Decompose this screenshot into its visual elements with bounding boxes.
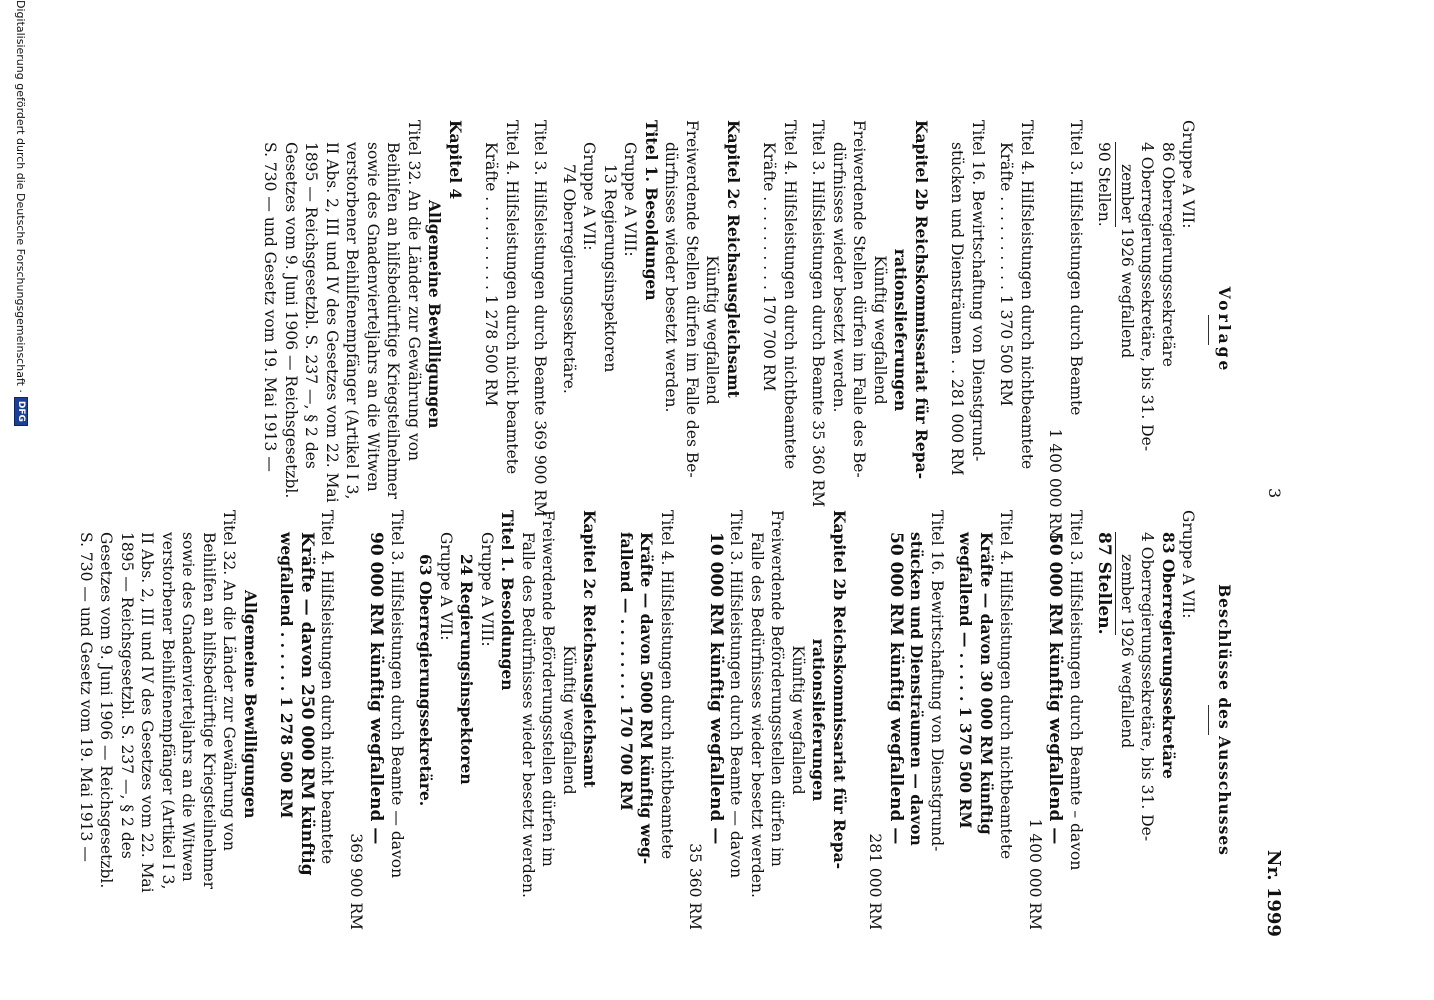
chapter-heading: Kapitel 2c Reichsausgleichsamt [580,510,600,788]
chapter-heading: Kapitel 2b Reichskommissariat für Repa- [912,120,931,480]
text-line: 50 000 RM künftig wegfallend — [1045,532,1066,845]
text-line: 1895 — Reichsgesetzbl. S. 237 —, § 2 des [302,142,321,469]
text-line: II Abs. 2, III und IV des Gesetzes vom 22. Mai [323,142,341,503]
text-line: dürfnisses wieder besetzt werden. [830,142,848,413]
text-line: Kräfte . . . . . . . . . . 1 278 500 RM [482,142,501,407]
dfg-logo: DFG [14,397,28,426]
section-heading: Allgemeine Bewilligungen [425,200,445,429]
chapter-heading: rationslieferungen [809,638,829,802]
text-line: Titel 3. Hilfsleistungen durch Beamte – davon [1067,510,1085,871]
text-line: Falle des Bedürfnisses wieder besetzt werden. [519,532,537,898]
amount: 369 900 RM [347,833,365,930]
text-line: Beihilfen an hilfsbedürftige Kriegsteilnehmer [200,532,218,890]
text-line: Titel 4. Hilfsleistungen durch nichtbeamtete [781,120,799,470]
text-line: Gruppe A VII: [437,532,455,641]
text-line: Titel 3. Hilfsleistungen durch Beamte [1067,120,1085,416]
amount: 1 400 000 RM [1046,428,1065,540]
heading-rule [1209,315,1210,345]
amount: 281 000 RM [866,833,885,930]
text-line: Freiwerdende Beförderungsstellen dürfen im [768,510,787,867]
text-line: 1895 — Reichsgesetzbl. S. 237 —, § 2 des [118,532,136,859]
text-line: Gesetzes vom 9. Juni 1906 — Reichsgesetzbl. [97,532,116,889]
text-line: Künftig wegfallend [789,645,807,795]
text-line: 86 Oberregierungssekretäre [1159,142,1177,367]
beschluesse-column [76,510,1235,930]
text-line: Titel 16. Bewirtschaftung von Dienstgrund- [928,510,946,852]
chapter-heading: rationslieferungen [891,248,911,412]
vorlage-column [260,120,1234,540]
text-line: 74 Oberregierungssekretäre. [560,164,578,394]
text-line: 87 Stellen. [1094,532,1115,635]
text-line: fallend — . . . . . . . . 170 700 RM [617,532,636,811]
text-line: Titel 32. An die Länder zur Gewährung von [405,120,423,462]
text-line: zember 1926 wegfallend [1118,554,1136,749]
text-line: Titel 3. Hilfsleistungen durch Beamte 35 360 RM [809,120,828,508]
chapter-heading: Kapitel 2b Reichskommissariat für Repa- [830,510,849,870]
digitization-footer [14,0,28,426]
text-line: Titel 16. Bewirtschaftung von Dienstgrund- [969,120,987,462]
section-heading: Allgemeine Bewilligungen [241,590,260,819]
text-line: Kräfte — davon 30 000 RM künftig [977,532,996,835]
text-line: 90 000 RM künftig wegfallend — [366,532,387,845]
text-line: Gruppe A VIII: [621,142,640,257]
text-line: Gruppe A VII: [1179,510,1198,619]
chapter-heading: Kapitel 2c Reichsausgleichsamt [724,120,743,398]
text-line: 13 Regierungsinspektoren [601,164,619,373]
amount: 1 400 000 RM [1026,818,1044,930]
text-line: Titel 1. Besoldungen [642,120,661,301]
text-line: Kräfte . . . . . . . . . . 1 370 500 RM [997,142,1016,407]
chapter-heading: Kapitel 4 [446,120,465,200]
text-line: zember 1926 wegfallend [1118,164,1136,359]
text-line: Kräfte — davon 250 000 RM künftig [297,532,317,876]
text-line: sowie des Gnadenvierteljahrs an die Witwen [364,142,382,492]
text-line: Gruppe A VII: [1179,120,1198,229]
text-line: verstorbener Beihilfenempfänger (Artikel I 3, [343,142,362,500]
text-line: Gesetzes vom 9. Juni 1906 — Reichsgesetzbl. [282,142,300,499]
document-number: Nr. 1999 [1263,850,1284,937]
text-line: dürfnisses wieder besetzt werden. [662,142,681,413]
text-line: 4 Oberregierungssekretäre, bis 31. De- [1138,532,1157,842]
text-line: S. 730 — und Gesetz vom 19. Mai 1913 — [261,142,280,472]
text-line: Titel 32. An die Länder zur Gewährung von [220,510,239,852]
text-line: Titel 4. Hilfsleistungen durch nicht beamtete [503,120,521,475]
text-line: Freiwerdende Beförderungsstellen dürfen im [539,510,558,867]
text-line: II Abs. 2, III und IV des Gesetzes vom 22. Mai [138,532,157,893]
text-line: Freiwerdende Stellen dürfen im Falle des Be- [850,120,869,478]
text-line: wegfallend — . . . . . 1 370 500 RM [956,532,976,829]
text-line: Titel 4. Hilfsleistungen durch nicht beamtete [318,510,337,865]
text-line: verstorbener Beihilfenempfänger (Artikel I 3, [159,532,177,890]
text-line: 83 Oberregierungssekretäre [1159,532,1178,779]
text-line: sowie des Gnadenvierteljahrs an die Witwen [179,532,198,882]
text-line: Gruppe A VIII: [478,532,496,647]
text-line: Titel 4. Hilfsleistungen durch nichtbeamtete [1018,120,1036,470]
text-line: Titel 3. Hilfsleistungen durch Beamte — davon [727,510,746,879]
text-line: Titel 3. Hilfsleistungen durch Beamte — davon [388,510,406,879]
text-line: 50 000 RM künftig wegfallend — [886,532,906,845]
text-line: Künftig wegfallend [703,255,722,405]
text-line: wegfallend . . . . . . 1 278 500 RM [277,532,297,819]
heading-rule [1209,705,1210,735]
text-line: 24 Regierungsinspektoren [457,554,477,785]
text-line: 10 000 RM künftig wegfallend — [706,532,726,845]
text-line: Titel 4. Hilfsleistungen durch nichtbeamtete [658,510,676,860]
footer-text: Digitalisierung gefördert durch die Deutsche Forschungsgemeinschaft · [14,0,28,393]
text-line: Gruppe A VII: [580,142,599,251]
text-line: 90 Stellen. [1094,142,1117,227]
text-line: Künftig wegfallend [871,255,889,405]
text-line: stücken und Diensträumen . . 281 000 RM [948,142,967,476]
text-line: stücken und Diensträumen — davon [907,532,927,846]
text-line: Künftig wegfallend [560,645,578,795]
text-line: Titel 1. Besoldungen [498,510,518,691]
text-line: Kräfte . . . . . . . . . . 170 700 RM [760,142,779,392]
vorlage-heading: Vorlage [1215,286,1234,374]
text-line: Titel 3. Hilfsleistungen durch Beamte 369 900 RM [531,120,550,517]
text-line: Titel 4. Hilfsleistungen durch nichtbeamtete [997,510,1016,860]
text-line: Freiwerdende Stellen dürfen im Falle des Be- [683,120,701,478]
text-line: 4 Oberregierungssekretäre, bis 31. De- [1138,142,1157,452]
text-line: 63 Oberregierungssekretäre. [416,554,436,807]
amount: 35 360 RM [686,843,705,930]
text-line: S. 730 — und Gesetz vom 19. Mai 1913 — [77,532,95,862]
page-number: 3 [1265,488,1284,499]
text-line: Beihilfen an hilfsbedürftige Kriegsteilnehmer [384,142,403,500]
text-line: Falle des Bedürfnisses wieder besetzt werden. [748,532,766,898]
text-line: Kräfte — davon 5000 RM künftig weg- [637,532,657,865]
beschluesse-heading: Beschlüsse des Ausschusses [1215,584,1234,856]
